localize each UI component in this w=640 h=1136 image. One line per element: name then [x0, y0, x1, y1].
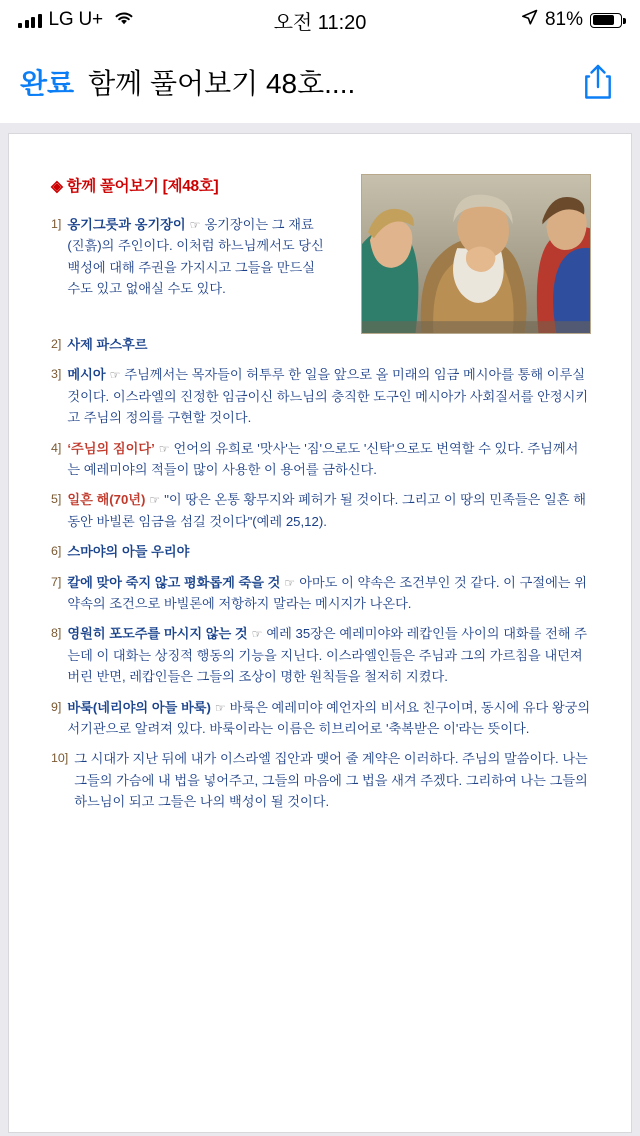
document-body — [51, 334, 591, 813]
battery-percent-label: 81% — [544, 9, 583, 30]
item-lead: 스마야의 아들 우리야 — [67, 544, 190, 560]
item-text: 예레 35장은 예레미야와 레캅인들 사이의 대화를 전해 주는데 이 대화는 상징적 행동의 기능을 지닌다. 이스라엘인들은 주님과 그의 가르침을 내던져 버린 반면, 레캅인들은 그들의 조상이 명한 원칙들을 철저히 지켰다. — [67, 626, 587, 685]
item-body — [67, 214, 329, 300]
document-item — [51, 334, 591, 355]
item-body — [67, 697, 591, 740]
signal-bars-icon — [18, 13, 42, 28]
document-item — [51, 489, 591, 532]
item-number: 4] — [51, 440, 62, 455]
item-lead: 사제 파스후르 — [67, 337, 148, 352]
prophet-jeremiah-fresco — [361, 174, 591, 334]
document-header — [51, 174, 591, 334]
item-number: 9] — [51, 699, 62, 714]
status-bar-left — [18, 9, 135, 32]
document-item — [51, 623, 591, 687]
item-number: 7] — [51, 574, 62, 589]
share-upload-icon — [582, 63, 614, 101]
item-text: 그 시대가 지난 뒤에 내가 이스라엘 집안과 맺어 줄 계약은 이러하다. 주님의 말씀이다. 나는 그들의 가슴에 내 법을 넣어주고, 그들의 마음에 그 법을 새겨 주겠다. 그리하여 나는 그들의 하느님이 되고 그들은 나의 백성이 될 것이다. — [74, 751, 588, 810]
done-button[interactable]: 완료 — [20, 67, 75, 99]
item-text: 바룩은 예레미야 예언자의 비서요 친구이며, 동시에 유다 왕궁의 서기관으로 알려져 있다. 바룩이라는 이름은 히브리어로 '축복받은 이'라는 뜻이다. — [67, 699, 591, 736]
item-number: 6] — [51, 544, 62, 559]
navigation-bar — [0, 40, 640, 123]
item-number: 10] — [51, 751, 69, 766]
item-body — [67, 572, 591, 615]
document-item — [51, 214, 347, 300]
item-text: 아마도 이 약속은 조건부인 것 같다. 이 구절에는 위 약속의 조건으로 바빌론에 저항하지 말라는 메시지가 나온다. — [67, 574, 587, 611]
wifi-icon — [113, 9, 135, 32]
item-body — [67, 541, 591, 562]
item-arrow-icon: ☞ — [158, 441, 170, 456]
status-bar-right — [521, 9, 622, 32]
document-item — [51, 541, 591, 562]
document-item — [51, 748, 591, 812]
item-text: 주님께서는 목자들이 허투루 한 일을 앞으로 올 미래의 임금 메시아를 통해 이루실 것이다. 이스라엘의 진정한 임금이신 하느님의 충직한 도구인 메시아가 사회질서를 안정시키고 주님의 정의를 구현할 것이다. — [67, 367, 589, 426]
item-text: 옹기장이는 그 재료(진흙)의 주인이다. 이처럼 하느님께서도 당신 백성에 대해 주권을 가지시고 그들을 만드실 수도 있고 없애실 수도 있다. — [67, 217, 324, 297]
document-item — [51, 572, 591, 615]
item-number: 5] — [51, 492, 62, 507]
item-body — [74, 748, 591, 812]
item-lead: 칼에 맞아 죽지 않고 평화롭게 죽을 것 — [67, 574, 281, 590]
item-body — [67, 438, 591, 481]
item-arrow-icon: ☞ — [284, 575, 296, 590]
item-lead: 일흔 해(70년) — [67, 492, 146, 508]
item-number: 1] — [51, 217, 62, 231]
document-item — [51, 697, 591, 740]
item-body — [67, 623, 591, 687]
item-number: 2] — [51, 337, 62, 351]
battery-icon — [590, 13, 622, 28]
item-arrow-icon: ☞ — [149, 493, 161, 508]
item-body — [67, 489, 591, 532]
item-number: 3] — [51, 367, 62, 382]
status-bar-clock: 오전 11:20 — [273, 11, 367, 34]
document-item — [51, 438, 591, 481]
carrier-label: LG U+ — [48, 9, 103, 30]
item-text: 언어의 유희로 '맛사'는 '짐'으로도 '신탁'으로도 번역할 수 있다. 주님께서는 예레미야의 적들이 많이 사용한 이 용어를 금하신다. — [67, 440, 579, 477]
item-arrow-icon: ☞ — [109, 368, 121, 383]
item-body — [67, 334, 591, 355]
page-title: 함께 풀어보기 48호.... — [88, 67, 356, 99]
share-button[interactable] — [576, 58, 620, 106]
document-page — [8, 133, 632, 1133]
item-arrow-icon: ☞ — [251, 627, 263, 642]
item-lead: 영원히 포도주를 마시지 않는 것 — [67, 626, 248, 642]
document-title: ◈ 함께 풀어보기 [제48호] — [51, 178, 219, 195]
item-body — [67, 364, 591, 428]
document-scroll-area[interactable] — [0, 123, 640, 1136]
item-lead: 바룩(네리야의 아들 바룩) — [67, 699, 211, 715]
item-lead: 메시아 — [67, 367, 106, 383]
item-arrow-icon: ☞ — [189, 218, 201, 232]
document-item — [51, 364, 591, 428]
location-arrow-icon — [521, 9, 538, 32]
item-text: "이 땅은 온통 황무지와 폐허가 될 것이다. 그리고 이 땅의 민족들은 일흔 해 동안 바빌론 임금을 섬길 것이다"(예레 25,12). — [67, 492, 586, 529]
item-number: 8] — [51, 626, 62, 641]
item-lead: ‘주님의 짐이다’ — [67, 440, 155, 456]
item-arrow-icon: ☞ — [214, 700, 226, 715]
status-bar — [0, 0, 640, 40]
item-lead: 옹기그릇과 옹기장이 — [67, 217, 186, 232]
